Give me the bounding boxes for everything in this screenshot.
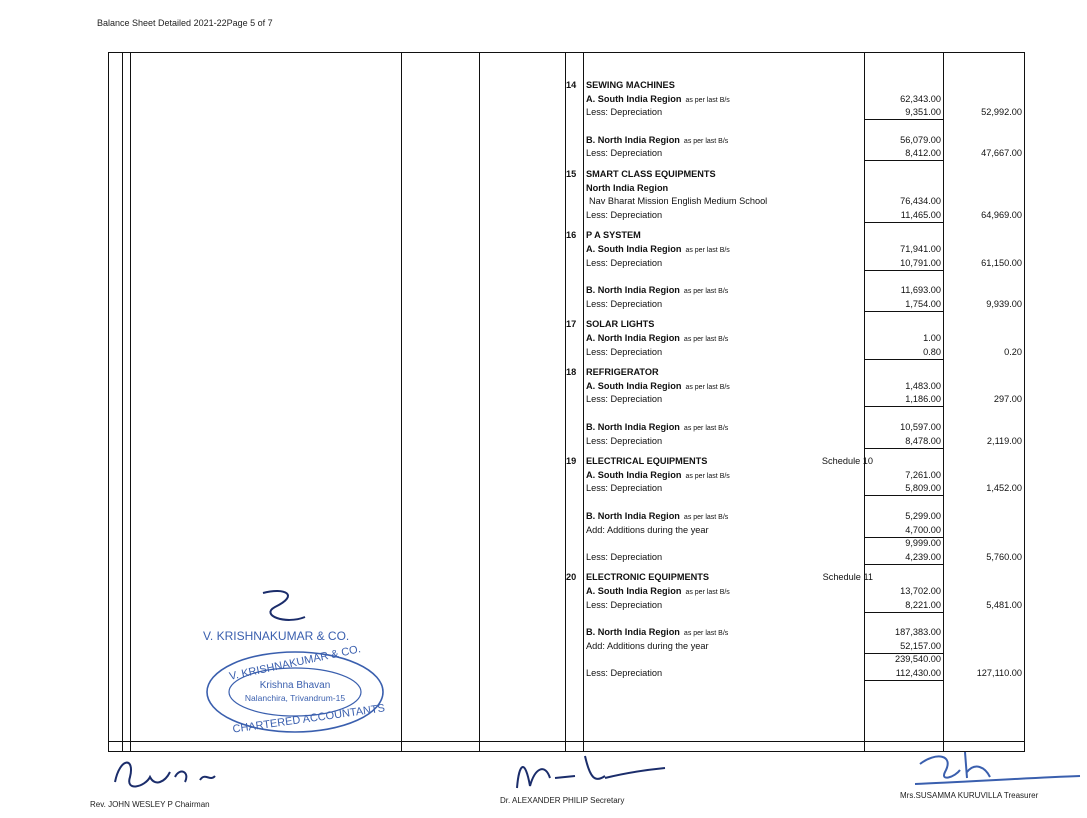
subtotal-rule [865,448,943,449]
line-item-suffix: as per last B/s [685,247,730,254]
line-item-label [586,381,730,393]
line-item-text: Less: Depreciation [586,148,663,159]
line-item-text: Add: Additions during the year [586,640,709,651]
line-item-label [586,107,662,118]
line-item-suffix: as per last B/s [683,336,729,343]
total-cell: 61,150.00 [981,257,1022,268]
total-cell: 5,481.00 [986,599,1022,610]
line-item-text: Less: Depreciation [586,298,663,309]
amount-cell: 76,434.00 [900,196,941,207]
section-number: 16 [566,230,577,241]
stamp-line2: Krishna Bhavan [259,680,331,691]
line-item-label [586,333,728,345]
line-item-text: Less: Depreciation [586,346,663,357]
schedule-reference: Schedule 11 [822,572,873,583]
section-number: 20 [566,572,577,583]
stamp-arc-top: V. KRISHNAKUMAR & CO. [228,643,362,683]
line-item-label [586,552,662,563]
line-item-text: Less: Depreciation [586,107,663,118]
line-item-label [586,244,730,256]
total-cell: 127,110.00 [976,668,1022,678]
column-divider [943,52,944,752]
line-item-text: B. North India Region [586,511,680,521]
signature-secretary [505,748,675,798]
section-number: 18 [566,367,577,378]
section-title: SMART CLASS EQUIPMENTS [586,169,716,179]
stamp-arc-bottom: CHARTERED ACCOUNTANTS [231,702,386,736]
line-item-label [586,285,728,297]
line-item-suffix: as per last B/s [685,472,730,480]
signature-chairman [105,752,235,802]
subtotal-rule [865,359,943,360]
amount-cell: 239,540.00 [895,654,941,665]
line-item-text: North India Region [586,182,669,193]
amount-cell: 71,941.00 [900,244,941,254]
section-title: P A SYSTEM [586,230,641,241]
section-number: 15 [566,169,577,179]
line-item-text: A. South India Region [586,469,682,480]
line-item-suffix: as per last B/s [683,630,729,638]
amount-cell: 4,239.00 [905,551,941,562]
column-divider [130,52,131,752]
line-item-label [586,347,662,358]
line-item-label [586,299,662,310]
amount-cell: 9,999.00 [905,538,941,549]
line-item-label [586,586,730,598]
chairman-signature-label: Rev. JOHN WESLEY P Chairman [90,800,210,809]
line-item-label [586,641,709,652]
line-item-label [586,258,662,269]
total-cell: 52,992.00 [981,107,1022,118]
column-divider [864,52,865,752]
amount-cell: 10,597.00 [900,422,941,432]
amount-cell: 1.00 [923,333,941,343]
amount-cell: 1,754.00 [905,298,941,309]
line-item-text: Less: Depreciation [586,483,663,494]
signature-mark-auditor [255,585,315,630]
line-item-text: A. South India Region [586,93,682,104]
total-cell: 2,119.00 [986,435,1022,446]
schedule-reference: Schedule 10 [821,456,873,467]
subtotal-rule [865,160,943,161]
line-item-suffix: as per last B/s [685,96,730,104]
column-divider [479,52,480,752]
line-item-text: Less: Depreciation [586,435,663,446]
line-item-label [586,525,709,536]
subtotal-rule [865,270,943,271]
amount-cell: 9,351.00 [905,107,941,118]
line-item-label [586,511,728,523]
section-number: 14 [566,80,577,90]
line-item-text: A. South India Region [586,380,682,391]
line-item-label [586,627,728,639]
line-item-label [589,196,767,207]
line-item-label [586,483,662,494]
subtotal-rule [865,119,943,120]
line-item-suffix: as per last B/s [683,288,729,296]
total-cell: 1,452.00 [986,483,1022,494]
line-item-label [586,148,662,159]
line-item-label [586,94,730,106]
subtotal-rule [865,612,943,613]
section-title: SOLAR LIGHTS [586,319,655,330]
section-title: ELECTRICAL EQUIPMENTS [586,456,708,467]
treasurer-signature-label: Mrs.SUSAMMA KURUVILLA Treasurer [900,791,1039,800]
line-item-text: Less: Depreciation [586,551,663,562]
line-item-text: Less: Depreciation [586,599,663,610]
line-item-label [586,436,662,447]
amount-cell: 112,430.00 [895,668,941,678]
amount-cell: 13,702.00 [900,586,941,596]
line-item-text: Nav Bharat Mission English Medium School [589,196,768,207]
line-item-text: Less: Depreciation [586,394,663,405]
subtotal-rule [865,495,943,496]
line-item-label [586,210,662,221]
amount-cell: 5,809.00 [905,483,941,494]
section-title: ELECTRONIC EQUIPMENTS [586,572,710,583]
line-item-text: A. North India Region [586,333,680,343]
amount-cell: 8,412.00 [905,148,941,159]
amount-cell: 8,478.00 [905,435,941,446]
amount-cell: 52,157.00 [900,640,941,651]
amount-cell: 11,693.00 [900,285,941,296]
line-item-text: B. North India Region [586,285,680,296]
total-cell: 47,667.00 [981,148,1022,159]
line-item-suffix: as per last B/s [683,137,729,145]
column-divider [401,52,402,752]
column-divider [565,52,566,752]
amount-cell: 1,186.00 [905,394,941,405]
line-item-suffix: as per last B/s [685,383,730,391]
line-item-text: A. South India Region [586,586,682,596]
total-cell: 297.00 [993,394,1022,405]
total-cell: 0.20 [1004,346,1022,357]
line-item-label [586,422,728,434]
table-bottom-rule [108,741,1025,742]
amount-cell: 56,079.00 [900,134,941,145]
amount-cell: 1,483.00 [905,380,941,391]
signature-treasurer [905,742,1085,792]
line-item-label [586,470,730,482]
page-header: Balance Sheet Detailed 2021-22Page 5 of 7 [97,18,273,28]
total-cell: 9,939.00 [986,298,1022,309]
section-title: REFRIGERATOR [586,367,659,378]
line-item-text: B. North India Region [586,422,680,432]
section-number: 17 [566,319,577,330]
line-item-text: Add: Additions during the year [586,524,709,535]
section-number: 19 [566,456,577,467]
stamp-line3: Nalanchira, Trivandrum-15 [244,693,346,703]
line-item-suffix: as per last B/s [683,514,729,521]
line-item-label [586,394,662,405]
amount-cell: 5,299.00 [905,511,941,521]
amount-cell: 4,700.00 [905,524,941,535]
line-item-text: B. North India Region [586,627,680,638]
amount-cell: 11,465.00 [900,209,941,220]
amount-cell: 8,221.00 [905,599,941,610]
amount-cell: 10,791.00 [900,257,941,268]
line-item-label [586,183,668,194]
subtotal-rule [865,406,943,407]
subtotal-rule [865,311,943,312]
line-item-label [586,135,728,147]
line-item-text: B. North India Region [586,134,680,145]
amount-cell: 0.80 [923,346,941,357]
line-item-text: Less: Depreciation [586,668,663,678]
secretary-signature-label: Dr. ALEXANDER PHILIP Secretary [500,796,625,805]
column-divider [122,52,123,752]
column-divider [583,52,584,752]
amount-cell: 187,383.00 [895,627,941,638]
amount-cell: 7,261.00 [905,469,941,480]
stamp-line1: V. KRISHNAKUMAR & CO. [203,629,350,643]
line-item-label [586,600,662,611]
section-title: SEWING MACHINES [586,80,675,90]
line-item-suffix: as per last B/s [683,425,729,432]
subtotal-rule [865,564,943,565]
line-item-text: Less: Depreciation [586,257,663,268]
subtotal-rule [865,680,943,681]
subtotal-rule [865,222,943,223]
amount-cell: 62,343.00 [900,93,941,104]
line-item-suffix: as per last B/s [685,589,730,596]
line-item-text: A. South India Region [586,244,682,254]
total-cell: 64,969.00 [981,209,1022,220]
line-item-label [586,668,662,679]
total-cell: 5,760.00 [986,551,1022,562]
line-item-text: Less: Depreciation [586,209,663,220]
